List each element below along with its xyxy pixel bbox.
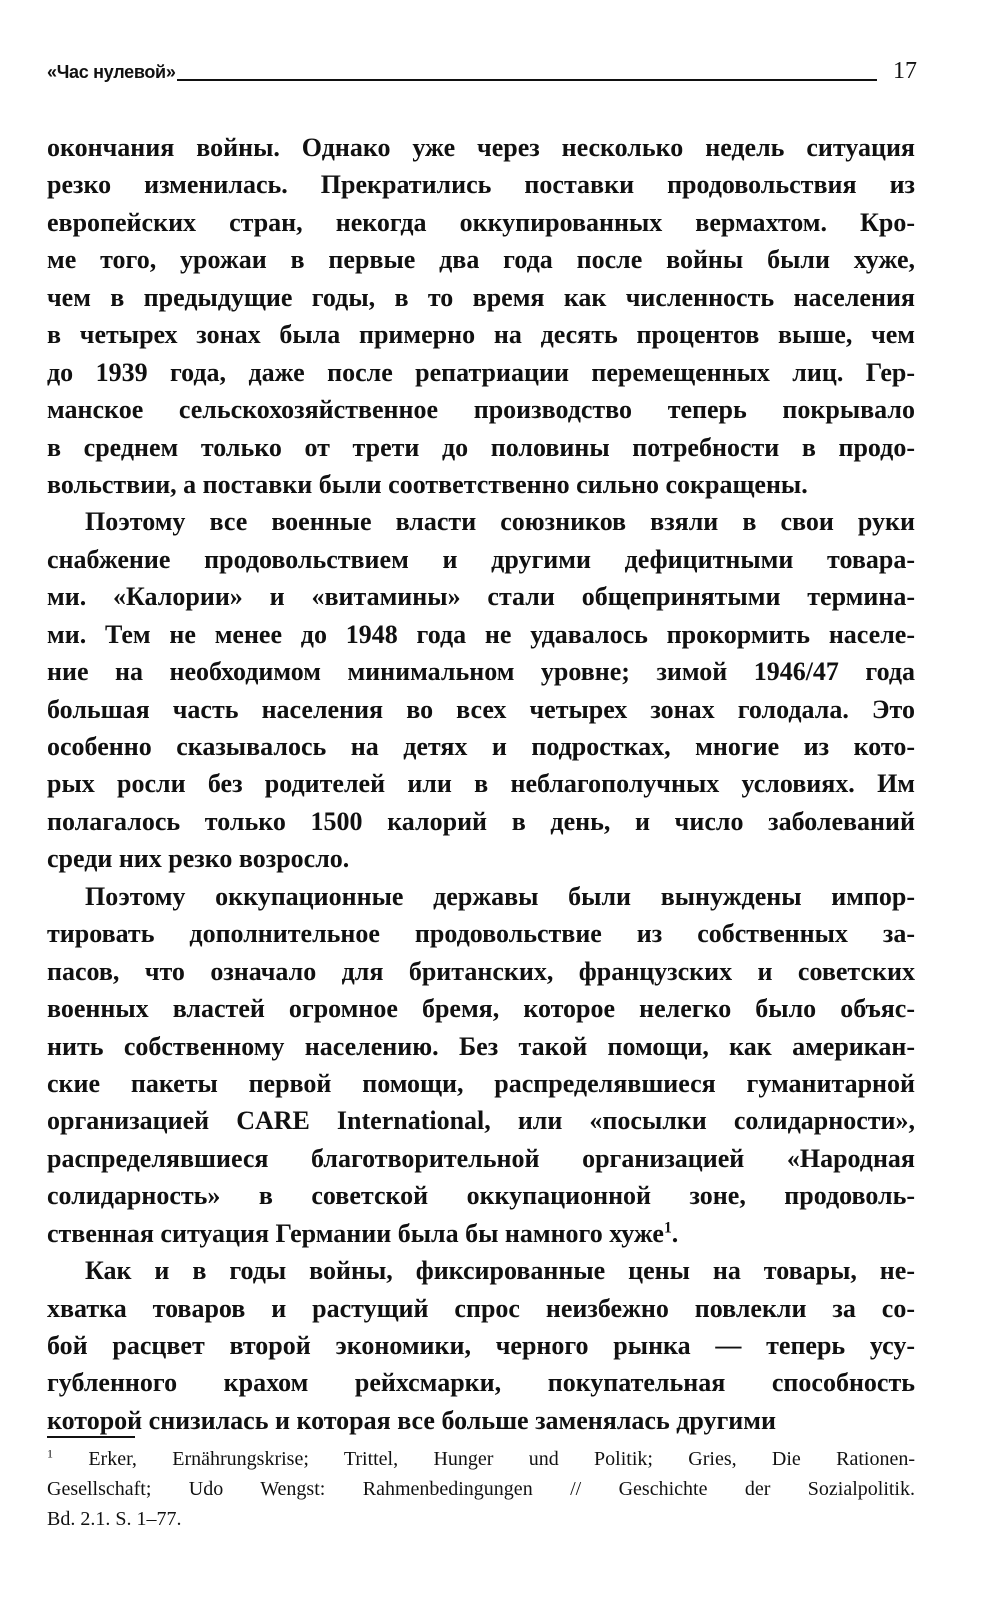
text-line: окончания войны. Однако уже через несколько недель ситуация	[47, 133, 915, 162]
text-line: большая часть населения во всех четырех зонах голодала. Это	[47, 694, 915, 724]
text-line: распределявшиеся благотворительной организацией «Народная	[47, 1143, 915, 1173]
text-line: организацией CARE International, или «посылки солидарности»,	[47, 1106, 915, 1136]
text-line: в среднем только от трети до половины потребности в продо-	[47, 432, 915, 462]
paragraph	[47, 503, 915, 877]
footnote	[47, 1444, 915, 1534]
text-line: вольствии, а поставки были соответственно сильно сокращены.	[47, 469, 808, 499]
running-header	[47, 58, 917, 90]
text-line: ние на необходимом минимальном уровне; зимой 1946/47 года	[47, 657, 915, 687]
text-line: до 1939 года, даже после репатриации перемещенных лиц. Гер-	[47, 357, 915, 387]
text-line: ми. Тем не менее до 1948 года не удавалось прокормить населе-	[47, 619, 915, 649]
footnote-line: Gesellschaft; Udo Wengst: Rahmenbedingungen // Geschichte der Sozialpolitik.	[47, 1478, 915, 1500]
text-line: нить собственному населению. Без такой помощи, как американ-	[47, 1031, 915, 1061]
paragraph	[47, 129, 915, 503]
text-line: резко изменилась. Прекратились поставки продовольствия из	[47, 170, 915, 200]
paragraph	[47, 878, 915, 1252]
text-line: среди них резко возросло.	[47, 844, 350, 874]
text-line: Поэтому оккупационные державы были вынуждены импор-	[85, 881, 915, 911]
text-line: рых росли без родителей или в неблагополучных условиях. Им	[47, 769, 915, 799]
text-line: европейских стран, некогда оккупированных вермахтом. Кро-	[47, 207, 915, 237]
text-line: в четырех зонах была примерно на десять процентов выше, чем	[47, 320, 915, 350]
text-line: бой расцвет второй экономики, черного рынка — теперь усу-	[47, 1331, 915, 1360]
paragraph	[47, 1252, 915, 1439]
text-line: губленного крахом рейхсмарки, покупательная способность	[47, 1368, 915, 1398]
text-line: Поэтому все военные власти союзников взяли в свои руки	[85, 507, 915, 537]
body-text	[47, 129, 915, 1439]
text-line: военных властей огромное бремя, которое нелегко было объяс-	[47, 994, 915, 1024]
text-line: ме того, урожаи в первые два года после войны были хуже,	[47, 245, 915, 275]
footnote-reference[interactable]: 1	[663, 1219, 672, 1237]
text-line: ские пакеты первой помощи, распределявшиеся гуманитарной	[47, 1068, 915, 1098]
running-title: «Час нулевой»	[47, 62, 176, 82]
text-line: солидарность» в советской оккупационной зоне, продоволь-	[47, 1181, 915, 1211]
text-line: хватка товаров и растущий спрос неизбежно повлекли за со-	[47, 1293, 915, 1323]
footnote-line: $^1$ Erker, Ernährungskrise; Trittel, Hunger und Politik; Gries, Die Rationen-	[47, 1446, 915, 1470]
text-line: манское сельскохозяйственное производство теперь покрывало	[47, 395, 915, 425]
text-line: тировать дополнительное продовольствие из собственных за-	[47, 919, 915, 949]
footnote-rule	[47, 1436, 135, 1438]
text-line: особенно сказывалось на детях и подростках, многие из кото-	[47, 732, 915, 761]
text-line: которой снизилась и которая все больше заменялась другими	[47, 1405, 776, 1435]
text-line: чем в предыдущие годы, в то время как численность населения	[47, 282, 915, 312]
text-line: пасов, что означало для британских, французских и советских	[47, 956, 915, 986]
page-number: 17	[893, 58, 917, 84]
footnote-number: 1	[47, 1446, 53, 1461]
text-line: снабжение продовольствием и другими дефицитными товара-	[47, 544, 915, 574]
text-line: Как и в годы войны, фиксированные цены на товары, не-	[85, 1256, 915, 1286]
text-line: ми. «Калории» и «витамины» стали общепринятыми термина-	[47, 582, 915, 612]
header-rule	[177, 79, 877, 81]
footnote-line: Bd. 2.1. S. 1–77.	[47, 1508, 182, 1530]
text-line: полагалось только 1500 калорий в день, и число заболеваний	[47, 806, 915, 836]
text-line: ственная ситуация Германии была бы намного хуже$^1$.	[47, 1218, 679, 1248]
